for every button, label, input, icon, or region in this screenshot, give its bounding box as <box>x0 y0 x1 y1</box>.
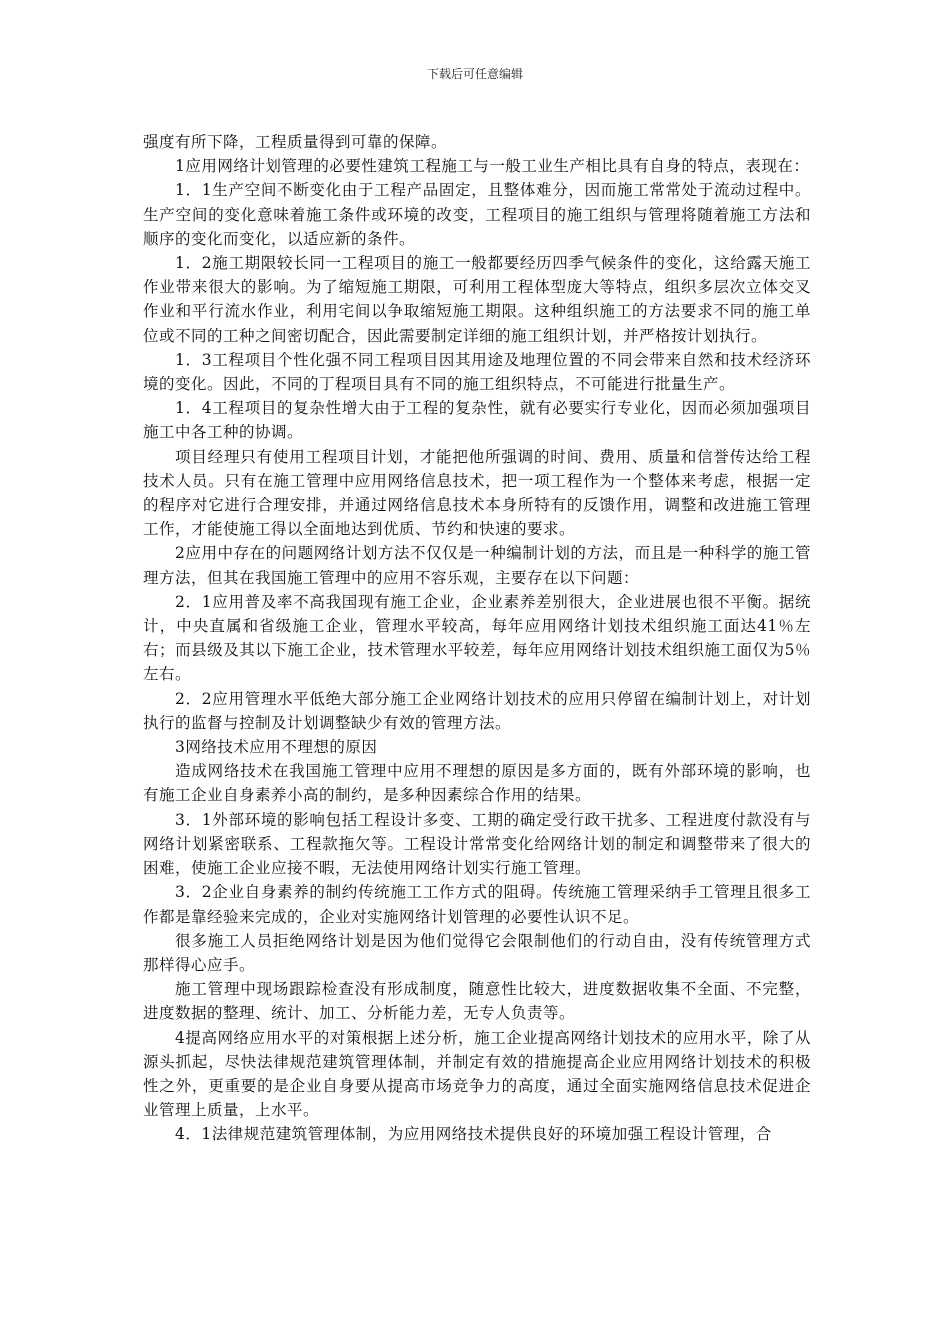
paragraph: 2应用中存在的问题网络计划方法不仅仅是一种编制计划的方法，而且是一种科学的施工管理方法，但其在我国施工管理中的应用不容乐观，主要存在以下问题： <box>143 544 811 587</box>
paragraph: 3．2企业自身素养的制约传统施工工作方式的阻碍。传统施工管理采纳手工管理且很多工作都是靠经验来完成的，企业对实施网络计划管理的必要性认识不足。 <box>143 883 811 926</box>
paragraph: 3．1外部环境的影响包括工程设计多变、工期的确定受行政干扰多、工程进度付款没有与网络计划紧密联系、工程款拖欠等。工程设计常常变化给网络计划的制定和调整带来了很大的困难，使施工企业应接不暇，无法使用网络计划实行施工管理。 <box>143 810 811 878</box>
paragraph: 造成网络技术在我国施工管理中应用不理想的原因是多方面的，既有外部环境的影响，也有施工企业自身素养小高的制约，是多种因素综合作用的结果。 <box>143 762 811 805</box>
paragraph: 2．2应用管理水平低绝大部分施工企业网络计划技术的应用只停留在编制计划上，对计划执行的监督与控制及计划调整缺少有效的管理方法。 <box>143 689 811 732</box>
paragraph: 1．2施工期限较长同一工程项目的施工一般都要经历四季气候条件的变化，这给露天施工作业带来很大的影响。为了缩短施工期限，可利用工程体型庞大等特点，组织多层次立体交叉作业和平行流水作业，利用宅间以争取缩短施工期限。这种组织施工的方法要求不同的施工单位或不同的工种之间密切配合，因此需要制定详细的施工组织计划，并严格按计划执行。 <box>143 254 811 345</box>
paragraph: 3网络技术应用不理想的原因 <box>175 738 378 757</box>
paragraph: 项目经理只有使用工程项目计划，才能把他所强调的时间、费用、质量和信誉传达给工程技术人员。只有在施工管理中应用网络信息技术，把一项工程作为一个整体来考虑，根据一定的程序对它进行合理安排，并通过网络信息技术本身所特有的反馈作用，调整和改进施工管理工作，才能使施工得以全面地达到优质、节约和快速的要求。 <box>143 447 811 539</box>
paragraph: 施工管理中现场跟踪检查没有形成制度，随意性比较大，进度数据收集不全面、不完整，进度数据的整理、统计、加工、分析能力差，无专人负责等。 <box>143 980 811 1023</box>
paragraph: 强度有所下降，工程质量得到可靠的保障。 <box>143 133 448 151</box>
paragraph: 4提高网络应用水平的对策根据上述分析，施工企业提高网络计划技术的应用水平，除了从源头抓起，尽快法律规范建筑管理体制，并制定有效的措施提高企业应用网络计划技术的积极性之外，更重要的是企业自身要从提高市场竞争力的高度，通过全面实施网络信息技术促进企业管理上质量，上水平。 <box>143 1028 811 1120</box>
paragraph: 1应用网络计划管理的必要性建筑工程施工与一般工业生产相比具有自身的特点，表现在： <box>175 157 810 176</box>
paragraph: 很多施工人员拒绝网络计划是因为他们觉得它会限制他们的行动自由，没有传统管理方式那样得心应手。 <box>143 931 811 974</box>
paragraph: 4．1法律规范建筑管理体制，为应用网络技术提供良好的环境加强工程设计管理，合 <box>175 1125 772 1144</box>
paragraph: 2．1应用普及率不高我国现有施工企业，企业素养差别很大，企业进展也很不平衡。据统计，中央直属和省级施工企业，管理水平较高，每年应用网络计划技术组织施工面达41％左右；而县级及其以下施工企业，技术管理水平较差，每年应用网络计划技术组织施工面仅为5％左右。 <box>143 592 811 684</box>
paragraph: 1．3工程项目个性化强不同工程项目因其用途及地理位置的不同会带来自然和技术经济环境的变化。因此，不同的丁程项目具有不同的施工组织特点，不可能进行批量生产。 <box>143 350 811 394</box>
paragraph: 1．1生产空间不断变化由于工程产品固定，且整体难分，因而施工常常处于流动过程中。生产空间的变化意味着施工条件或环境的改变，工程项目的施工组织与管理将随着施工方法和顺序的变化而变化，以适应新的条件。 <box>143 181 811 248</box>
page-header: 下载后可任意编辑 <box>426 67 523 81</box>
document-body <box>143 130 811 1147</box>
paragraph: 1．4工程项目的复杂性增大由于工程的复杂性，就有必要实行专业化，因而必须加强项目施工中各工种的协调。 <box>143 399 811 442</box>
